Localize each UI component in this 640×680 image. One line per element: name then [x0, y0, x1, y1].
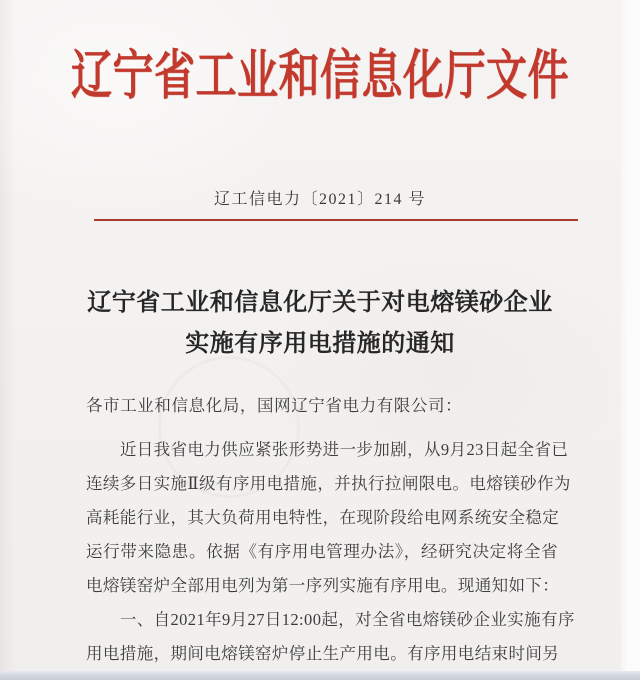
scan-edge-bottom — [0, 671, 640, 680]
document-header-title: 辽宁省工业和信息化厅文件 — [71, 45, 569, 106]
body-line: 用电措施，期间电熔镁窑炉停止生产用电。有序用电结束时间另 — [86, 644, 560, 663]
scan-edge-right — [621, 0, 640, 680]
document-title-line2: 实施有序用电措施的通知 — [185, 331, 455, 357]
body-line: 近日我省电力供应紧张形势进一步加剧，从9月23日起全省已 — [119, 440, 569, 459]
body-paragraphs — [86, 433, 575, 671]
body-line: 运行带来隐患。依据《有序用电管理办法》，经研究决定将全省 — [86, 542, 558, 561]
red-separator-rule — [94, 219, 578, 221]
document-number: 辽工信电力〔2021〕214 号 — [213, 191, 426, 208]
body-line: 电熔镁窑炉全部用电列为第一序列实施有序用电。现通知如下： — [86, 576, 560, 595]
body-line: 连续多日实施Ⅱ级有序用电措施，并执行拉闸限电。电熔镁砂作为 — [86, 474, 571, 493]
document-title — [40, 283, 600, 365]
salutation-line: 各市工业和信息化局，国网辽宁省电力有限公司： — [86, 396, 463, 415]
body-line: 高耗能行业，其大负荷用电特性，在现阶段给电网系统安全稳定 — [86, 508, 560, 527]
body-line: 一、自2021年9月27日12:00起，对全省电熔镁砂企业实施有序 — [119, 610, 575, 629]
document-title-line1: 辽宁省工业和信息化厅关于对电熔镁砂企业 — [87, 290, 553, 316]
